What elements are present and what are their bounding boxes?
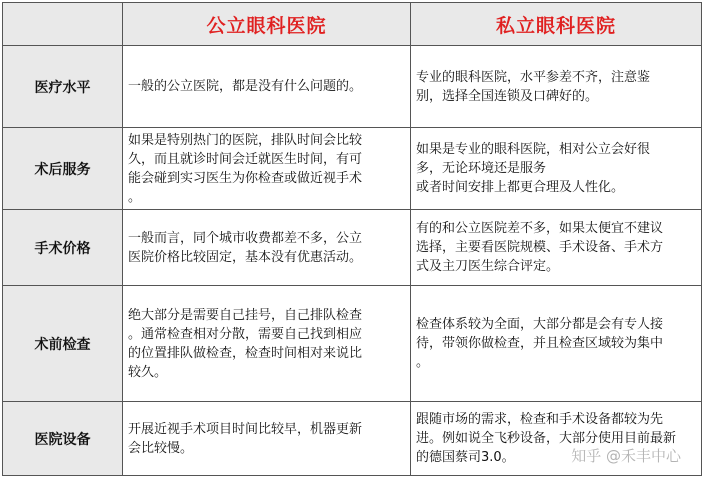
table-row: [3, 286, 702, 402]
header-public: 公立眼科医院: [123, 3, 411, 46]
public-cell: [123, 402, 411, 476]
table-row: [3, 46, 702, 128]
table-row: [3, 210, 702, 286]
cell-line: 式及主刀医生综合评定。: [416, 259, 560, 274]
cell-line: 进。例如说全飞秒设备，大部分使用目前最新: [416, 431, 677, 446]
table-row: [3, 128, 702, 210]
watermark: 知乎 @禾丰中心: [571, 447, 681, 465]
cell-line: 。: [416, 355, 430, 370]
cell-line: 如果是专业的眼科医院，相对公立会好很: [416, 142, 651, 157]
header-private: 私立眼科医院: [411, 3, 702, 46]
cell-line: 一般而言，同个城市收费都差不多，公立: [128, 230, 363, 246]
cell-line: 的德国蔡司3.0。: [416, 450, 515, 465]
public-cell: [123, 46, 411, 128]
row-label: 手术价格: [3, 210, 123, 286]
cell-line: 一般的公立医院，都是没有什么问题的。: [128, 79, 363, 94]
cell-line: 跟随市场的需求，检查和手术设备都较为先: [416, 412, 664, 427]
cell-line: 医院价格比较固定，基本没有优惠活动。: [128, 249, 363, 265]
cell-line: 别，选择全国连锁及口碑好的。: [416, 88, 599, 104]
cell-line: 检查体系较为全面，大部分都是会有专人接: [416, 317, 664, 332]
cell-line: 。通常检查相对分散，需要自己找到相应: [128, 326, 363, 342]
private-cell: [411, 128, 702, 210]
cell-line: 专业的眼科医院，水平参差不齐，注意鉴: [416, 69, 651, 85]
cell-line: 较久。: [128, 364, 168, 380]
cell-line: 如果是特别热门的医院，排队时间会比较: [128, 132, 363, 148]
private-cell: [411, 286, 702, 402]
row-label: 医疗水平: [3, 46, 123, 128]
header-row: [3, 3, 702, 46]
cell-line: 的位置排队做检查，检查时间相对来说比: [128, 345, 363, 361]
cell-line: 多，无论环境还是服务: [416, 161, 547, 176]
row-label: 术前检查: [3, 286, 123, 402]
cell-line: 选择，主要看医院规模、手术设备、手术方: [416, 240, 664, 255]
cell-line: 久，而且就诊时间会迁就医生时间，有可: [128, 151, 363, 167]
cell-line: 。: [128, 189, 142, 205]
public-cell: [123, 286, 411, 402]
cell-line: 开展近视手术项目时间比较早，机器更新: [128, 421, 363, 437]
cell-line: 或者时间安排上都更合理及人性化。: [416, 180, 625, 195]
row-label: 术后服务: [3, 128, 123, 210]
comparison-table: [2, 2, 702, 476]
cell-line: 能会碰到实习医生为你检查或做近视手术: [128, 170, 363, 186]
cell-line: 会比较慢。: [128, 440, 194, 456]
public-cell: [123, 210, 411, 286]
row-label: 医院设备: [3, 402, 123, 476]
cell-line: 待，带领你做检查，并且检查区域较为集中: [416, 336, 664, 351]
private-cell: [411, 210, 702, 286]
corner-cell: [3, 3, 123, 46]
cell-line: 有的和公立医院差不多，如果太便宜不建议: [416, 221, 664, 236]
private-cell: [411, 46, 702, 128]
public-cell: [123, 128, 411, 210]
cell-line: 绝大部分是需要自己挂号，自己排队检查: [128, 307, 363, 323]
